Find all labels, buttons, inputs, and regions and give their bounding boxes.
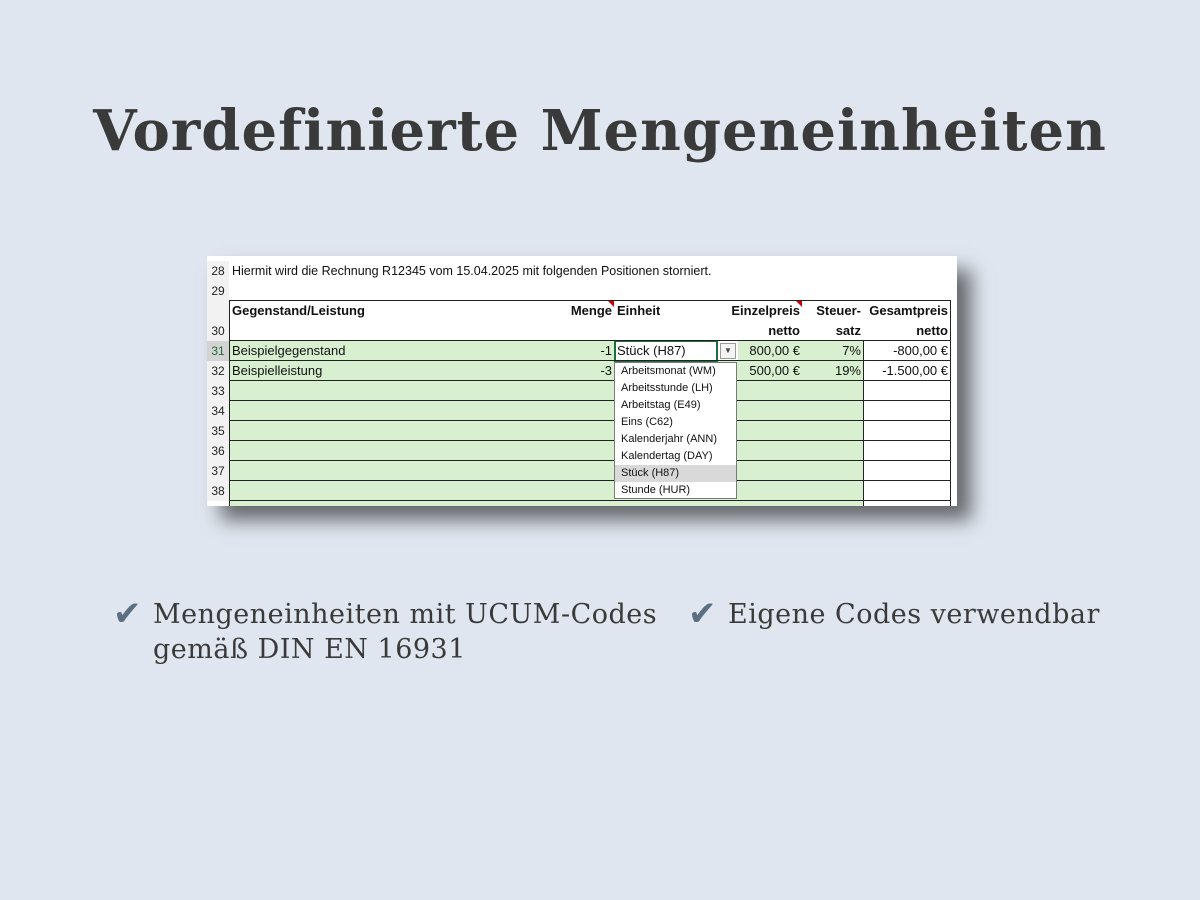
dropdown-option[interactable]: Kalendertag (DAY) xyxy=(621,450,713,462)
grid-line xyxy=(229,500,951,501)
row-header-37[interactable]: 37 xyxy=(207,461,229,481)
row-header-36[interactable]: 36 xyxy=(207,441,229,461)
row-header-28[interactable]: 28 xyxy=(207,261,229,281)
spreadsheet-screenshot xyxy=(207,256,957,506)
row-header-32[interactable]: 32 xyxy=(207,361,229,381)
input-area-rows xyxy=(230,361,863,506)
dropdown-option-selected[interactable]: Stück (H87) xyxy=(615,465,736,482)
grid-line xyxy=(229,460,951,461)
cell-gegenstand-32[interactable]: Beispielleistung xyxy=(232,363,323,378)
grid-line xyxy=(229,440,951,441)
grid-line xyxy=(229,400,951,401)
header-gesamtpreis[interactable]: Gesamtpreis xyxy=(869,303,948,318)
header-einzelpreis[interactable]: Einzelpreis xyxy=(731,303,800,318)
grid-line xyxy=(229,420,951,421)
cell-menge-32[interactable]: -3 xyxy=(600,363,612,378)
grid-line xyxy=(863,340,864,506)
cell-steuer-31[interactable]: 7% xyxy=(842,343,861,358)
grid-line xyxy=(229,480,951,481)
grid-line xyxy=(229,340,951,341)
dropdown-option[interactable]: Eins (C62) xyxy=(621,416,673,428)
dropdown-option[interactable]: Arbeitsstunde (LH) xyxy=(621,382,713,394)
comment-indicator xyxy=(608,301,614,307)
dropdown-option[interactable]: Kalenderjahr (ANN) xyxy=(621,433,717,445)
cell-gesamt-32[interactable]: -1.500,00 € xyxy=(882,363,948,378)
header-gegenstand[interactable]: Gegenstand/Leistung xyxy=(232,303,365,318)
header-einheit[interactable]: Einheit xyxy=(617,303,661,318)
row-header-35[interactable]: 35 xyxy=(207,421,229,441)
header-menge[interactable]: Menge xyxy=(570,303,612,318)
dropdown-option[interactable]: Stunde (HUR) xyxy=(621,484,691,496)
dropdown-arrow-icon[interactable]: ▼ xyxy=(720,343,736,359)
grid-line xyxy=(950,300,951,506)
row-header-29[interactable]: 29 xyxy=(207,281,229,301)
feature-ucum-line2: gemäß DIN EN 16931 xyxy=(153,634,466,665)
header-einzelpreis-netto[interactable]: netto xyxy=(768,323,800,338)
cell-menge-31[interactable]: -1 xyxy=(600,343,612,358)
row-header-31[interactable]: 31 xyxy=(207,341,229,361)
grid-line xyxy=(229,380,951,381)
cell-einzelpreis-31[interactable]: 800,00 € xyxy=(749,343,800,358)
comment-indicator xyxy=(796,301,802,307)
dropdown-option[interactable]: Arbeitsmonat (WM) xyxy=(621,365,716,377)
page-title: Vordefinierte Mengeneinheiten xyxy=(93,98,1107,164)
header-steuersatz-satz[interactable]: satz xyxy=(835,323,861,338)
header-gesamtpreis-netto[interactable]: netto xyxy=(916,323,948,338)
checkmark-icon: ✔ xyxy=(113,594,142,634)
cell-einheit-31[interactable]: Stück (H87) xyxy=(617,343,686,358)
unit-dropdown-list[interactable] xyxy=(614,362,737,499)
intro-text[interactable]: Hiermit wird die Rechnung R12345 vom 15.04.2025 mit folgenden Positionen storniert. xyxy=(232,264,712,278)
header-steuersatz[interactable]: Steuer- xyxy=(816,303,861,318)
row-header-38[interactable]: 38 xyxy=(207,481,229,501)
cell-gegenstand-31[interactable]: Beispielgegenstand xyxy=(232,343,346,358)
feature-custom-codes: Eigene Codes verwendbar xyxy=(728,599,1100,630)
cell-steuer-32[interactable]: 19% xyxy=(834,363,861,378)
grid-line xyxy=(229,300,230,506)
cell-einzelpreis-32[interactable]: 500,00 € xyxy=(749,363,800,378)
row-header-30[interactable]: 30 xyxy=(207,301,229,341)
cell-gesamt-31[interactable]: -800,00 € xyxy=(893,343,948,358)
grid-line xyxy=(229,300,951,301)
row-header-33[interactable]: 33 xyxy=(207,381,229,401)
feature-ucum-line1: Mengeneinheiten mit UCUM-Codes xyxy=(153,599,658,630)
dropdown-option[interactable]: Arbeitstag (E49) xyxy=(621,399,701,411)
grid-line xyxy=(229,360,951,361)
row-header-34[interactable]: 34 xyxy=(207,401,229,421)
checkmark-icon: ✔ xyxy=(688,594,717,634)
